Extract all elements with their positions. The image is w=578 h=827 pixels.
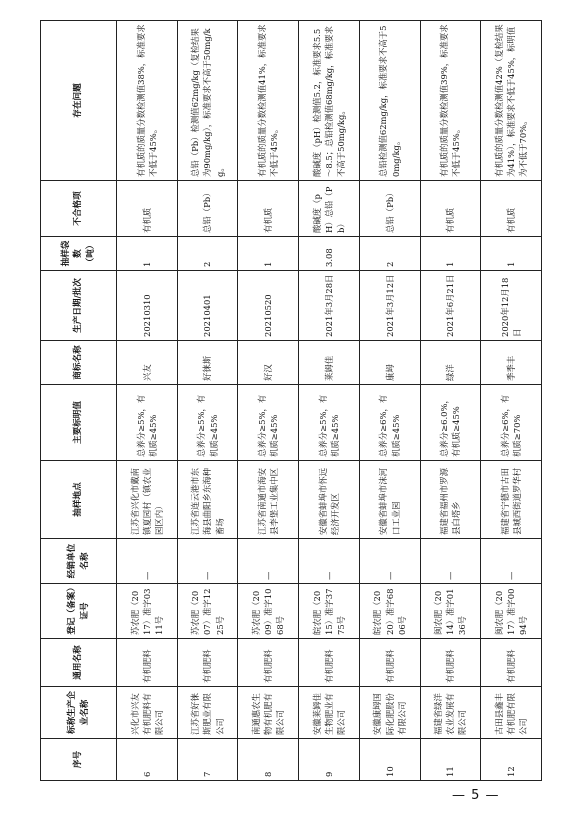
cell-distributor: — (177, 539, 238, 584)
table-row (481, 21, 542, 781)
cell-sampling-location: 江苏省南通市海安县李堡工业集中区 (238, 461, 299, 539)
cell-generic-name: 有机肥料 (238, 639, 299, 687)
cell-labeled-values: 总养分≥5%，有机质≥45% (177, 385, 238, 461)
cell-failed-items: 总铅（Pb） (359, 181, 420, 237)
cell-trademark: 莱姆佳 (299, 341, 360, 385)
cell-issues: 有机质的质量分数检测值41%，标准要求不低于45%。 (238, 21, 299, 181)
cell-sample-count: 2 (177, 237, 238, 271)
cell-generic-name: 有机肥料 (359, 639, 420, 687)
cell-index: 9 (299, 739, 360, 781)
cell-production-date: 2020年12月18日 (481, 271, 542, 341)
cell-generic-name: 有机肥料 (177, 639, 238, 687)
cell-production-date: 20210310 (117, 271, 178, 341)
cell-registration-number: 苏农肥（2007）准字1225号 (177, 584, 238, 639)
cell-sampling-location: 安徽省蚌埠市怀远经济开发区 (299, 461, 360, 539)
cell-manufacturer: 江苏省好徕斯肥业有限公司 (177, 687, 238, 739)
cell-production-date: 20210401 (177, 271, 238, 341)
header-failed-items: 不合格项 (41, 181, 117, 237)
cell-generic-name: 有机肥料 (420, 639, 481, 687)
cell-index: 12 (481, 739, 542, 781)
cell-sampling-location: 福建省宁德市古田县城西街道罗华村 (481, 461, 542, 539)
cell-index: 6 (117, 739, 178, 781)
cell-registration-number: 闽农肥（2017）准字0094号 (481, 584, 542, 639)
table-header-row (41, 21, 117, 781)
inspection-results-table (40, 20, 542, 781)
header-registration-number: 登记（备案）证号 (41, 584, 117, 639)
cell-failed-items: 总铅（Pb） (177, 181, 238, 237)
cell-manufacturer: 兴化市兴友有机肥料有限公司 (117, 687, 178, 739)
cell-trademark: 绿洋 (420, 341, 481, 385)
cell-sample-count: 1 (238, 237, 299, 271)
cell-trademark: 好徕斯 (177, 341, 238, 385)
table-row (299, 21, 360, 781)
header-index: 序号 (41, 739, 117, 781)
header-sample-count: 抽样袋数（吨） (41, 237, 117, 271)
cell-issues: 酸碱度（pH）检测值5.2，标准要求5.5～8.5；总铅检测值68mg/kg，标准要求不高于50mg/kg。 (299, 21, 360, 181)
rotated-table-block (40, 21, 542, 781)
cell-labeled-values: 总养分≥5%，有机质≥45% (117, 385, 178, 461)
cell-manufacturer: 福建省绿洋农业发展有限公司 (420, 687, 481, 739)
cell-issues: 有机质的质量分数检测值38%，标准要求不低于45%。 (117, 21, 178, 181)
cell-index: 10 (359, 739, 420, 781)
table-row (177, 21, 238, 781)
cell-index: 11 (420, 739, 481, 781)
cell-sampling-location: 安徽省蚌埠市沫河口工业园 (359, 461, 420, 539)
cell-manufacturer: 安徽莱姆佳生物肥业有限公司 (299, 687, 360, 739)
cell-distributor: — (481, 539, 542, 584)
header-generic-name: 通用名称 (41, 639, 117, 687)
cell-sample-count: 1 (117, 237, 178, 271)
cell-issues: 总铅（Pb）检测值62mg/kg（复检结果为90mg/kg），标准要求不高于50mg/kg。 (177, 21, 238, 181)
cell-sample-count: 1 (420, 237, 481, 271)
cell-sample-count: 2 (359, 237, 420, 271)
cell-sampling-location: 江苏省兴化市戴南镇夏园村（镇农业园区内） (117, 461, 178, 539)
cell-manufacturer: 南通惠农生物有机肥有限公司 (238, 687, 299, 739)
header-sampling-location: 抽样地点 (41, 461, 117, 539)
cell-issues: 总铅检测值62mg/kg，标准要求不高于50mg/kg。 (359, 21, 420, 181)
cell-registration-number: 苏农肥（2017）准字0311号 (117, 584, 178, 639)
page-number: — 5 — (452, 788, 500, 803)
cell-trademark: 兴友 (117, 341, 178, 385)
cell-manufacturer: 安徽康坶国际化肥股份有限公司 (359, 687, 420, 739)
header-issues: 存在问题 (41, 21, 117, 181)
cell-sample-count: 1 (481, 237, 542, 271)
cell-labeled-values: 总养分≥6.0%，有机质≥45% (420, 385, 481, 461)
header-manufacturer: 标称生产企业名称 (41, 687, 117, 739)
cell-failed-items: 酸碱度（pH）总铅（Pb） (299, 181, 360, 237)
table-row (420, 21, 481, 781)
cell-registration-number: 皖农肥（2015）准字3775号 (299, 584, 360, 639)
cell-sample-count: 3.08 (299, 237, 360, 271)
cell-labeled-values: 总养分≥6%，有机质≥70% (481, 385, 542, 461)
cell-generic-name: 有机肥料 (117, 639, 178, 687)
table-row (238, 21, 299, 781)
table-row (117, 21, 178, 781)
cell-failed-items: 有机质 (117, 181, 178, 237)
cell-production-date: 2021年3月12日 (359, 271, 420, 341)
cell-sampling-location: 福建省福州市罗源县白塔乡 (420, 461, 481, 539)
cell-production-date: 20210520 (238, 271, 299, 341)
cell-production-date: 2021年6月21日 (420, 271, 481, 341)
header-labeled-values: 主要标明值 (41, 385, 117, 461)
cell-registration-number: 苏农肥（2009）准字1068号 (238, 584, 299, 639)
cell-failed-items: 有机质 (481, 181, 542, 237)
cell-distributor: — (238, 539, 299, 584)
cell-labeled-values: 总养分≥5%，有机质≥45% (299, 385, 360, 461)
cell-production-date: 2021年3月28日 (299, 271, 360, 341)
cell-issues: 有机质的质量分数检测值42%（复检结果为41%），标准要求不低于45%，标明值为不低于70%。 (481, 21, 542, 181)
cell-failed-items: 有机质 (420, 181, 481, 237)
cell-issues: 有机质的质量分数检测值39%，标准要求不低于45%。 (420, 21, 481, 181)
table-row (359, 21, 420, 781)
cell-generic-name: 有机肥料 (481, 639, 542, 687)
header-production-date: 生产日期/批次 (41, 271, 117, 341)
cell-trademark: 康坶 (359, 341, 420, 385)
cell-distributor: — (117, 539, 178, 584)
header-trademark: 商标名称 (41, 341, 117, 385)
cell-labeled-values: 总养分≥5%，有机质≥45% (238, 385, 299, 461)
cell-index: 7 (177, 739, 238, 781)
header-distributor: 经销单位名称 (41, 539, 117, 584)
cell-labeled-values: 总养分≥6%，有机质≥45% (359, 385, 420, 461)
cell-index: 8 (238, 739, 299, 781)
cell-manufacturer: 古田县鑫丰有机肥有限公司 (481, 687, 542, 739)
cell-trademark: 好汉 (238, 341, 299, 385)
cell-failed-items: 有机质 (238, 181, 299, 237)
cell-registration-number: 皖农肥（2020）准字6806号 (359, 584, 420, 639)
cell-registration-number: 闽农肥（2014）准字0136号 (420, 584, 481, 639)
cell-distributor: — (420, 539, 481, 584)
cell-generic-name: 有机肥料 (299, 639, 360, 687)
cell-sampling-location: 江苏省连云港市东海县曲阳乡东海种畜场 (177, 461, 238, 539)
cell-distributor: — (359, 539, 420, 584)
cell-distributor: — (299, 539, 360, 584)
cell-trademark: 季季丰 (481, 341, 542, 385)
